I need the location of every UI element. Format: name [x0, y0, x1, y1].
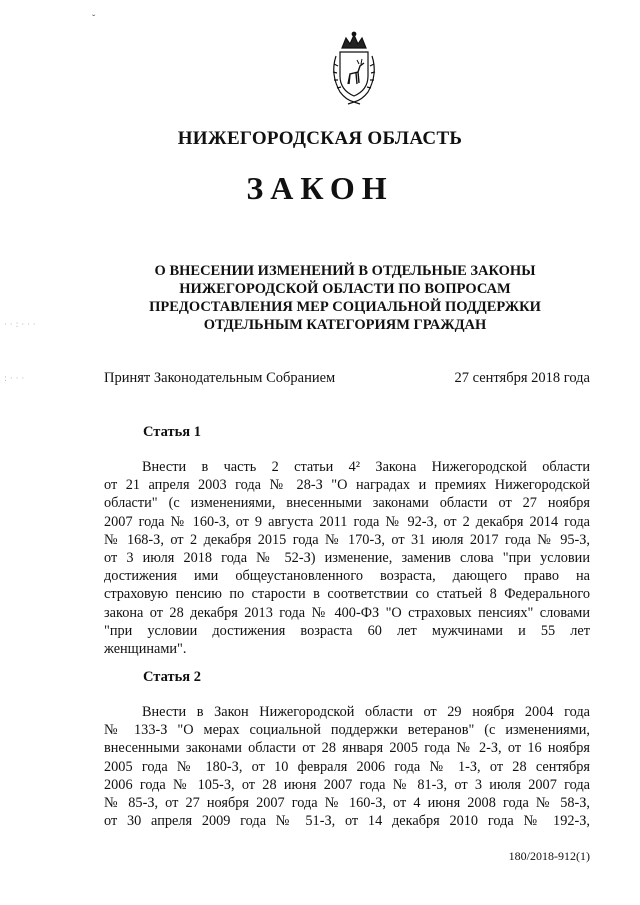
- paragraph-line: области" (с изменениями, внесенными законами области от 27 ноября: [104, 495, 590, 512]
- paragraph-line: женщинами".: [104, 640, 187, 657]
- paragraph-line: внесенными законами области от 28 января 2005 года № 2-З, от 16 ноября: [104, 740, 590, 757]
- document-type-heading: ЗАКОН: [246, 170, 394, 206]
- coat-of-arms-emblem: [322, 30, 386, 110]
- law-title-line: ОТДЕЛЬНЫМ КАТЕГОРИЯМ ГРАЖДАН: [203, 317, 487, 333]
- paragraph-line: 2005 года № 180-З, от 10 февраля 2006 года № 1-З, от 28 сентября: [104, 758, 590, 775]
- paragraph-line: № 168-З, от 2 декабря 2015 года № 170-З, от 31 июля 2017 года № 95-З,: [104, 531, 590, 548]
- law-title-line: О ВНЕСЕНИИ ИЗМЕНЕНИЙ В ОТДЕЛЬНЫЕ ЗАКОНЫ: [154, 263, 536, 279]
- paragraph-line: № 85-З, от 27 ноября 2007 года № 160-З, от 4 июня 2008 года № 58-З,: [104, 794, 590, 811]
- article-1-text: [104, 458, 590, 658]
- paragraph-line: Внести в Закон Нижегородской области от 29 ноября 2004 года: [142, 704, 590, 720]
- adoption-date: 27 сентября 2018 года: [454, 370, 590, 386]
- paragraph-line: Внести в часть 2 статьи 4² Закона Нижегородской области: [142, 459, 590, 475]
- article-2-heading: Статья 2: [143, 669, 201, 685]
- paragraph-line: от 21 апреля 2003 года № 28-З "О наградах и премиях Нижегородской: [104, 477, 590, 494]
- paragraph-line: от 30 апреля 2009 года № 51-З, от 14 декабря 2010 года № 192-З,: [104, 813, 590, 830]
- law-title: [100, 262, 590, 334]
- scan-mark: ˇ: [92, 14, 96, 25]
- paragraph-line: 2007 года № 160-З, от 9 августа 2011 года № 92-З, от 2 декабря 2014 года: [104, 513, 590, 530]
- article-1-heading: Статья 1: [143, 424, 201, 440]
- paragraph-line: закона от 28 декабря 2013 года № 400-ФЗ "О страховых пенсиях" словами: [104, 604, 590, 621]
- document-number: 180/2018-912(1): [508, 849, 590, 863]
- adoption-line: [104, 370, 590, 387]
- scan-noise: : · · ·: [4, 374, 25, 384]
- paragraph-line: достижения ими общеустановленного возраста, дающего право на: [104, 568, 590, 585]
- adopted-by-label: Принят Законодательным Собранием: [104, 370, 336, 386]
- paragraph-line: № 133-З "О мерах социальной поддержки ветеранов" (с изменениями,: [104, 722, 590, 739]
- article-2-text: [104, 703, 590, 830]
- paragraph-line: страховую пенсию по старости в соответствии со статьей 8 Федерального: [104, 586, 590, 603]
- law-title-line: НИЖЕГОРОДСКОЙ ОБЛАСТИ ПО ВОПРОСАМ: [179, 281, 511, 297]
- paragraph-line: "при условии достижения возраста 60 лет мужчинами и 55 лет: [104, 622, 590, 639]
- paragraph-line: от 3 июля 2018 года № 52-З) изменение, заменив слова "при условии: [104, 549, 590, 566]
- region-heading: НИЖЕГОРОДСКАЯ ОБЛАСТЬ: [177, 128, 463, 149]
- scan-noise: · · : · · ·: [4, 320, 36, 330]
- paragraph-line: 2006 года № 105-З, от 28 июня 2007 года № 81-З, от 3 июля 2007 года: [104, 776, 590, 793]
- law-title-line: ПРЕДОСТАВЛЕНИЯ МЕР СОЦИАЛЬНОЙ ПОДДЕРЖКИ: [149, 299, 541, 315]
